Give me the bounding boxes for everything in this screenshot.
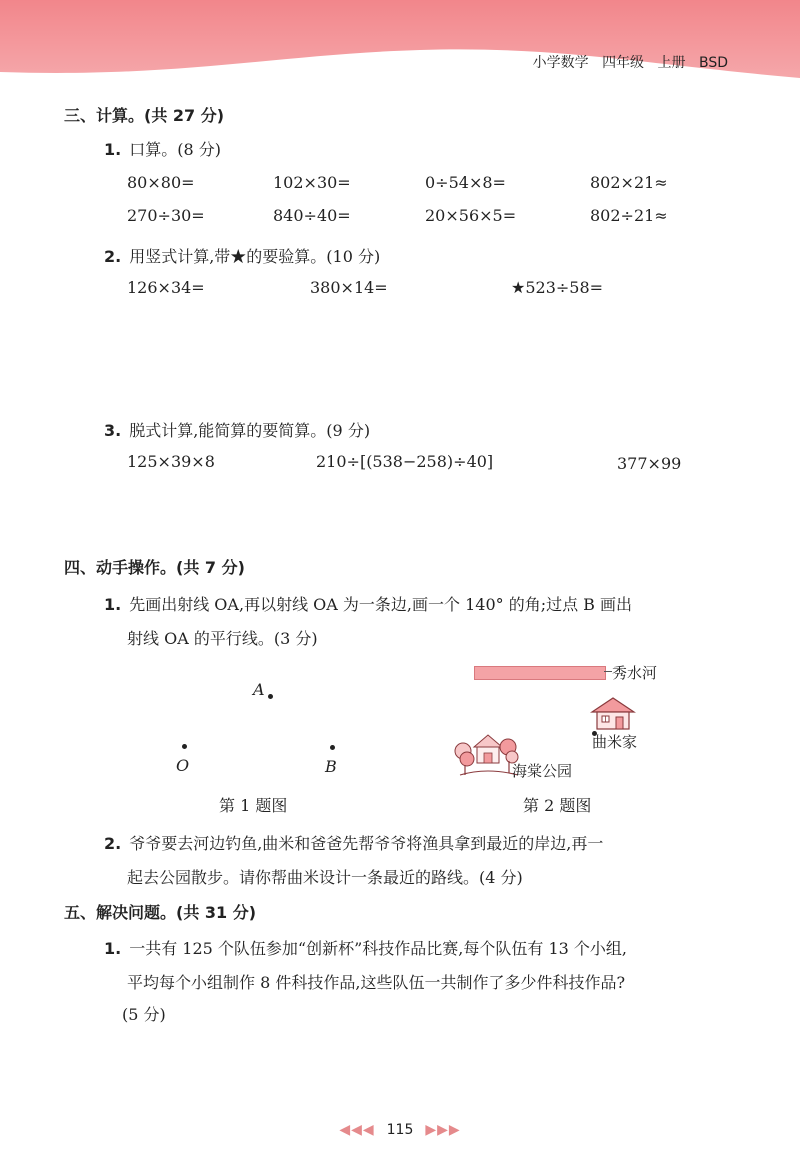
- header-grade: 四年级: [602, 55, 645, 71]
- section5-title: 五、解决问题。(共 31 分): [64, 903, 257, 922]
- s3-q1-text: 口算。(8 分): [129, 140, 221, 159]
- river-label: 秀水河: [612, 664, 658, 682]
- oral-calc-5: 270÷30=: [127, 206, 205, 225]
- oral-calc-2: 102×30=: [273, 173, 351, 192]
- s5-q1-text: 一共有 125 个队伍参加“创新杯”科技作品比赛,每个队伍有 13 个小组,: [129, 939, 627, 958]
- point-o-label: O: [176, 756, 190, 775]
- page-footer: [0, 1122, 800, 1138]
- point-b-label: B: [325, 757, 337, 776]
- figure1-caption: 第 1 题图: [219, 796, 288, 815]
- s3-q3-text: 脱式计算,能简算的要简算。(9 分): [129, 421, 371, 440]
- s3-q2-number: 2.: [104, 247, 122, 266]
- stepwise-calc-2: 210÷[(538−258)÷40]: [316, 452, 494, 471]
- header-volume: 上册: [657, 55, 686, 71]
- home-label: 曲米家: [592, 733, 638, 751]
- s4-q2-line1: [104, 831, 603, 854]
- home-icon: [588, 696, 638, 736]
- next-arrows-icon: ▶▶▶: [425, 1122, 461, 1138]
- s3-q1-number: 1.: [104, 140, 122, 159]
- section4-title: 四、动手操作。(共 7 分): [64, 558, 245, 577]
- s4-q1-text: 先画出射线 OA,再以射线 OA 为一条边,画一个 140° 的角;过点 B 画出: [129, 595, 633, 614]
- s4-q2-text: 爷爷要去河边钓鱼,曲米和爸爸先帮爷爷将渔具拿到最近的岸边,再一: [129, 834, 604, 853]
- vertical-calc-2: 380×14=: [310, 278, 388, 297]
- s5-q1-line1: [104, 936, 627, 959]
- oral-calc-3: 0÷54×8=: [425, 173, 506, 192]
- prev-arrows-icon: ◀◀◀: [339, 1122, 375, 1138]
- figure2-caption: 第 2 题图: [523, 796, 592, 815]
- s3-q2: [104, 244, 380, 267]
- oral-calc-1: 80×80=: [127, 173, 195, 192]
- stepwise-calc-3: 377×99: [617, 454, 682, 473]
- park-label: 海棠公园: [512, 762, 573, 780]
- oral-calc-8: 802÷21≈: [590, 206, 668, 225]
- point-a: [268, 694, 273, 699]
- oral-calc-4: 802×21≈: [590, 173, 668, 192]
- oral-calc-7: 20×56×5=: [425, 206, 517, 225]
- point-o: [182, 744, 187, 749]
- s4-q1-line2: 射线 OA 的平行线。(3 分): [127, 629, 318, 648]
- section3-title: 三、计算。(共 27 分): [64, 106, 225, 125]
- s4-q2-line2: 起去公园散步。请你帮曲米设计一条最近的路线。(4 分): [127, 868, 523, 887]
- s5-q1-number: 1.: [104, 939, 122, 958]
- s5-q1-line2: 平均每个小组制作 8 件科技作品,这些队伍一共制作了多少件科技作品?: [127, 973, 626, 992]
- river-leader: [604, 671, 612, 672]
- s3-q3-number: 3.: [104, 421, 122, 440]
- header-banner: [0, 0, 800, 90]
- page-number: 115: [386, 1122, 414, 1138]
- header-info: [524, 52, 728, 72]
- s3-q1: [104, 137, 221, 160]
- stepwise-calc-1: 125×39×8: [127, 452, 215, 471]
- s3-q2-text: 用竖式计算,带★的要验算。(10 分): [129, 247, 381, 266]
- header-edition: BSD: [698, 55, 728, 71]
- header-subject: 小学数学: [532, 55, 589, 71]
- s4-q1-number: 1.: [104, 595, 122, 614]
- point-a-label: A: [253, 680, 265, 699]
- point-b: [330, 745, 335, 750]
- vertical-calc-3: ★523÷58=: [511, 278, 604, 297]
- s5-q1-line3: (5 分): [122, 1005, 166, 1024]
- river-bar: [474, 666, 606, 680]
- s4-q2-number: 2.: [104, 834, 122, 853]
- s3-q3: [104, 418, 370, 441]
- vertical-calc-1: 126×34=: [127, 278, 205, 297]
- oral-calc-6: 840÷40=: [273, 206, 351, 225]
- s4-q1-line1: [104, 592, 632, 615]
